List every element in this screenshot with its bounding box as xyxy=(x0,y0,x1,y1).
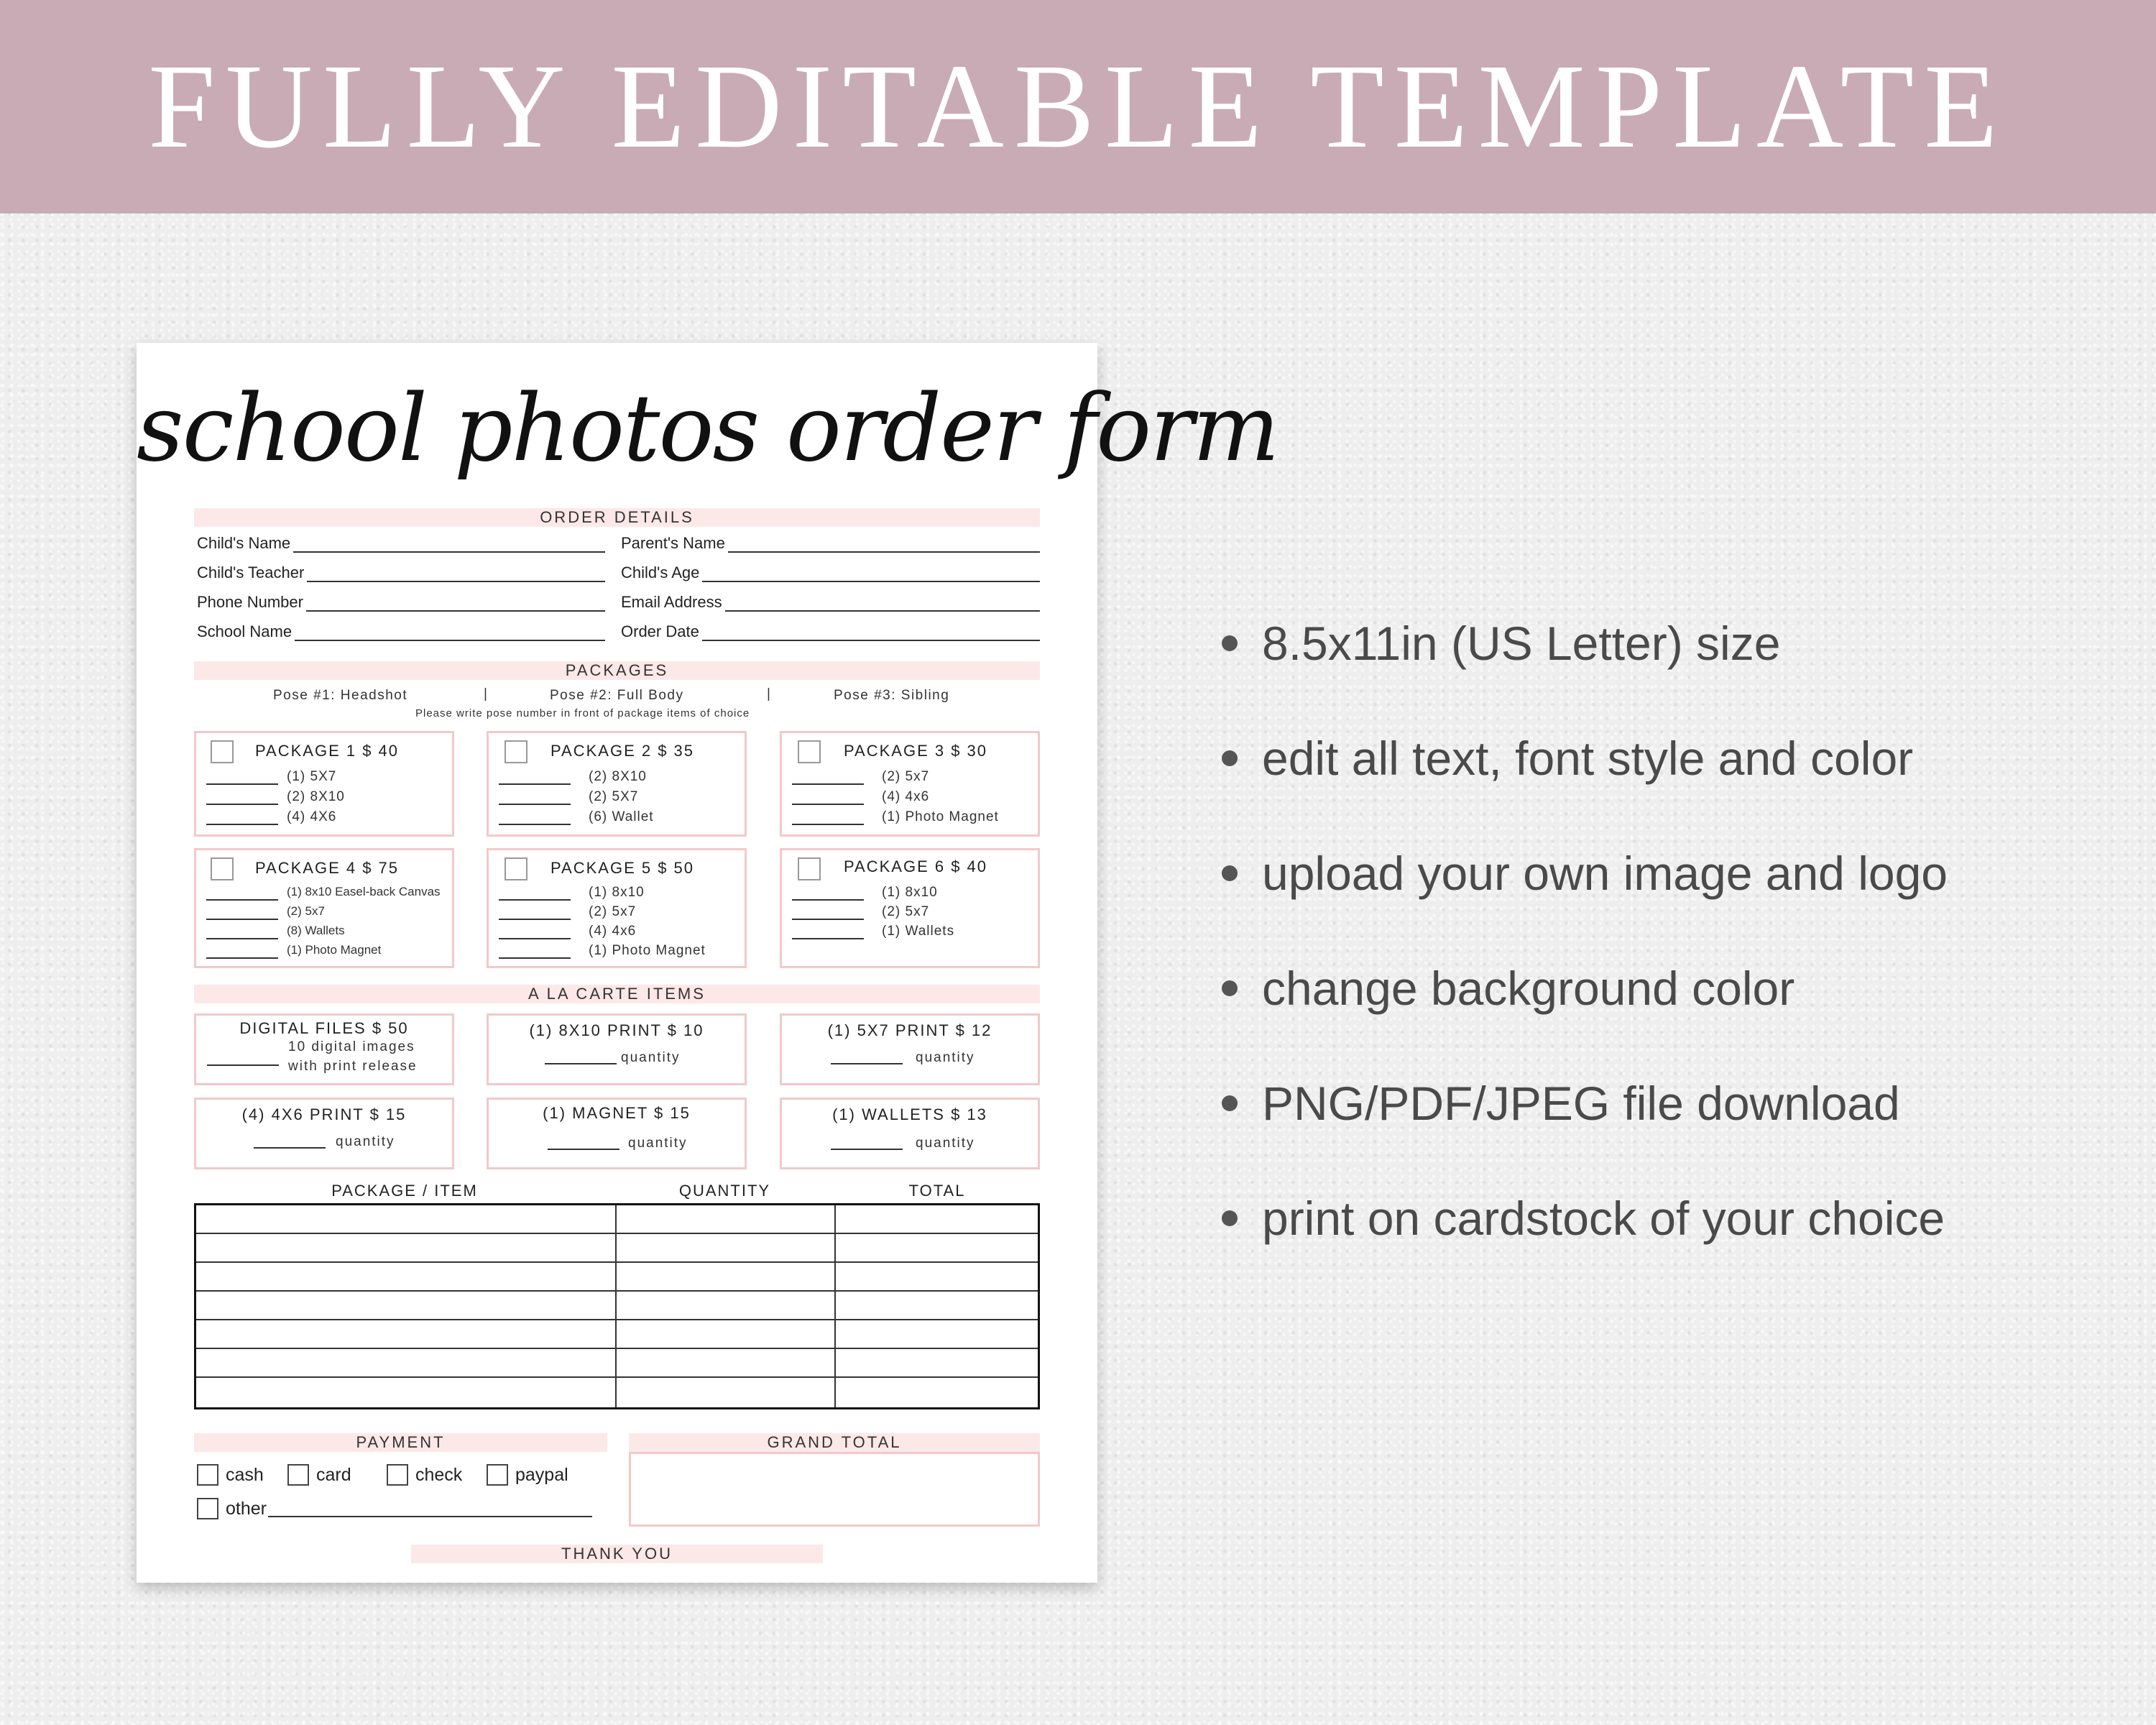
payment-label: card xyxy=(316,1464,351,1485)
pose-blank xyxy=(792,804,864,805)
feature-item xyxy=(1222,1078,1900,1128)
banner-title: FULLY EDITABLE TEMPLATE xyxy=(148,40,2008,173)
table-divider xyxy=(615,1205,617,1407)
feature-item xyxy=(1222,963,1795,1013)
package-line-text: (1) 8x10 xyxy=(589,885,645,900)
order-date-field[interactable] xyxy=(621,620,1040,641)
quantity-label: quantity xyxy=(628,1136,688,1151)
package-title: PACKAGE 1 $ 40 xyxy=(255,742,400,760)
payment-label: check xyxy=(415,1464,463,1485)
pose-blank xyxy=(206,919,278,920)
thank-you-footer: THANK YOU xyxy=(411,1545,823,1563)
bullet-icon xyxy=(1222,1210,1238,1226)
table-row[interactable] xyxy=(196,1234,1038,1263)
feature-item xyxy=(1222,618,1780,668)
a-la-carte-title: (4) 4X6 PRINT $ 15 xyxy=(241,1105,407,1123)
pose-blank xyxy=(206,899,278,901)
package-5-box xyxy=(487,848,747,968)
package-line-text: (1) Photo Magnet xyxy=(287,943,382,957)
field-label: Email Address xyxy=(621,593,722,611)
pose-blank xyxy=(206,938,278,939)
field-line xyxy=(307,568,605,582)
package-line-text: (2) 8X10 xyxy=(287,789,345,804)
field-line xyxy=(728,538,1040,553)
package-title: PACKAGE 2 $ 35 xyxy=(550,742,695,760)
a-la-carte-subtext: 10 digital images xyxy=(288,1039,415,1054)
package-line[interactable] xyxy=(206,768,443,788)
wallets-box xyxy=(780,1098,1040,1169)
package-line[interactable] xyxy=(499,942,736,962)
bullet-icon xyxy=(1222,980,1238,996)
table-row[interactable] xyxy=(196,1205,1038,1234)
order-details-header: ORDER DETAILS xyxy=(194,508,1040,527)
pose-separator: | xyxy=(484,686,489,702)
package-line[interactable] xyxy=(206,903,443,923)
package-line[interactable] xyxy=(792,768,1029,788)
package-line-text: (2) 8X10 xyxy=(589,769,647,784)
pose-blank xyxy=(499,957,571,959)
package-3-box xyxy=(780,731,1040,837)
table-row[interactable] xyxy=(196,1349,1038,1378)
package-line-text: (6) Wallet xyxy=(589,809,654,824)
pose-blank xyxy=(499,783,571,785)
package-4-checkbox[interactable] xyxy=(211,857,234,880)
pose-blank xyxy=(499,899,571,901)
quantity-label: quantity xyxy=(916,1136,975,1151)
payment-option-check[interactable] xyxy=(387,1464,462,1486)
field-line xyxy=(702,568,1040,582)
quantity-label: quantity xyxy=(916,1050,975,1065)
package-line[interactable] xyxy=(499,903,736,923)
package-title: PACKAGE 4 $ 75 xyxy=(255,859,400,877)
other-payment-line[interactable] xyxy=(268,1500,592,1517)
pose-2-label: Pose #2: Full Body xyxy=(550,688,684,703)
feature-item xyxy=(1222,733,1913,783)
table-row[interactable] xyxy=(196,1292,1038,1320)
pose-blank xyxy=(499,804,571,805)
package-line-text: (4) 4x6 xyxy=(882,789,930,804)
package-4-box xyxy=(194,848,454,968)
package-line-text: (2) 5x7 xyxy=(882,769,930,784)
quantity-blank[interactable] xyxy=(254,1147,326,1149)
a-la-carte-title: (1) 5X7 PRINT $ 12 xyxy=(827,1021,992,1039)
package-line-text: (1) 8x10 Easel-back Canvas xyxy=(287,885,441,898)
package-line-text: (2) 5X7 xyxy=(589,789,639,804)
quantity-blank[interactable] xyxy=(831,1149,903,1150)
order-table xyxy=(194,1203,1040,1409)
form-title: school photos order form xyxy=(137,375,1279,482)
a-la-carte-title: (1) WALLETS $ 13 xyxy=(832,1105,987,1123)
package-line-text: (1) 8x10 xyxy=(882,885,938,900)
package-line[interactable] xyxy=(792,922,1029,942)
order-form-sheet xyxy=(137,343,1279,1583)
school-name-field[interactable] xyxy=(197,620,605,641)
package-line[interactable] xyxy=(499,808,736,828)
pose-blank xyxy=(792,919,864,920)
childs-age-field[interactable] xyxy=(621,561,1040,582)
bullet-icon xyxy=(1222,635,1238,651)
package-line-text: (8) Wallets xyxy=(287,924,345,937)
digital-files-box xyxy=(194,1013,454,1085)
package-5-checkbox[interactable] xyxy=(505,857,528,880)
a-la-carte-header: A LA CARTE ITEMS xyxy=(194,985,1040,1003)
print-5x7-box xyxy=(780,1013,1040,1085)
package-line-text: (1) Wallets xyxy=(882,924,955,939)
a-la-carte-title: (1) 8X10 PRINT $ 10 xyxy=(529,1021,704,1039)
package-line[interactable] xyxy=(792,808,1029,828)
package-6-checkbox[interactable] xyxy=(798,857,821,880)
top-banner xyxy=(0,0,2156,213)
payment-checkbox[interactable] xyxy=(287,1464,309,1486)
feature-text: edit all text, font style and color xyxy=(1262,732,1914,785)
field-label: School Name xyxy=(197,622,292,640)
bullet-icon xyxy=(1222,750,1238,766)
print-8x10-box xyxy=(487,1013,747,1085)
pose-3-label: Pose #3: Sibling xyxy=(834,688,950,703)
quantity-blank[interactable] xyxy=(545,1063,617,1064)
package-title: PACKAGE 5 $ 50 xyxy=(550,859,695,877)
field-label: Child's Name xyxy=(197,534,291,552)
payment-option-paypal[interactable] xyxy=(487,1464,568,1486)
column-header-total: TOTAL xyxy=(908,1182,966,1200)
package-line[interactable] xyxy=(206,922,443,942)
feature-text: PNG/PDF/JPEG file download xyxy=(1262,1077,1900,1130)
package-line-text: (2) 5x7 xyxy=(589,904,637,919)
quantity-label: quantity xyxy=(336,1134,395,1149)
package-line-text: (1) Photo Magnet xyxy=(589,943,706,958)
column-header-package-item: PACKAGE / ITEM xyxy=(331,1182,478,1200)
field-line xyxy=(295,627,605,641)
phone-number-field[interactable] xyxy=(197,590,605,612)
a-la-carte-subtext: with print release xyxy=(288,1059,418,1074)
pose-separator: | xyxy=(767,686,772,702)
package-line[interactable] xyxy=(499,883,736,903)
magnet-box xyxy=(487,1098,747,1169)
field-line xyxy=(306,597,605,612)
payment-checkbox[interactable] xyxy=(487,1464,508,1486)
email-address-field[interactable] xyxy=(621,590,1040,612)
pose-blank xyxy=(499,938,571,939)
package-line[interactable] xyxy=(499,922,736,942)
feature-text: 8.5x11in (US Letter) size xyxy=(1262,617,1781,670)
pose-blank xyxy=(792,938,864,939)
package-6-box xyxy=(780,848,1040,968)
payment-label: paypal xyxy=(515,1464,568,1485)
bullet-icon xyxy=(1222,1095,1238,1111)
payment-checkbox[interactable] xyxy=(387,1464,408,1486)
pose-blank xyxy=(792,899,864,901)
payment-header: PAYMENT xyxy=(194,1433,607,1452)
print-4x6-box xyxy=(194,1098,454,1169)
table-row[interactable] xyxy=(196,1320,1038,1349)
feature-item xyxy=(1222,1193,1945,1243)
payment-option-cash[interactable] xyxy=(197,1464,264,1486)
package-line[interactable] xyxy=(792,788,1029,808)
package-1-box xyxy=(194,731,454,837)
grand-total-box[interactable] xyxy=(629,1452,1040,1527)
package-line[interactable] xyxy=(792,903,1029,923)
field-line xyxy=(293,538,605,553)
pose-blank xyxy=(792,824,864,825)
quantity-blank[interactable] xyxy=(207,1064,279,1066)
bullet-icon xyxy=(1222,865,1238,881)
pose-blank xyxy=(206,783,278,785)
pose-blank xyxy=(792,783,864,785)
package-line[interactable] xyxy=(206,788,443,808)
pose-blank xyxy=(206,824,278,825)
field-line xyxy=(702,627,1040,641)
package-2-box xyxy=(487,731,747,837)
pose-blank xyxy=(499,824,571,825)
field-label: Parent's Name xyxy=(621,534,725,552)
payment-label: other xyxy=(226,1498,267,1519)
package-3-checkbox[interactable] xyxy=(798,740,821,763)
package-line[interactable] xyxy=(792,883,1029,903)
table-row[interactable] xyxy=(196,1263,1038,1292)
package-2-checkbox[interactable] xyxy=(505,740,528,763)
pose-1-label: Pose #1: Headshot xyxy=(273,688,408,703)
payment-option-other[interactable] xyxy=(197,1498,592,1519)
grand-total-header: GRAND TOTAL xyxy=(629,1433,1040,1452)
package-line[interactable] xyxy=(206,808,443,828)
childs-name-field[interactable] xyxy=(197,531,605,553)
package-line-text: (2) 5x7 xyxy=(287,904,325,918)
package-1-checkbox[interactable] xyxy=(211,740,234,763)
feature-item xyxy=(1222,848,1948,898)
field-line xyxy=(725,597,1040,612)
payment-checkbox[interactable] xyxy=(197,1498,218,1519)
package-line-text: (1) 5X7 xyxy=(287,769,337,784)
pose-blank xyxy=(206,957,278,959)
packages-header: PACKAGES xyxy=(194,661,1040,680)
table-divider xyxy=(834,1205,836,1407)
payment-label: cash xyxy=(226,1464,264,1485)
feature-text: change background color xyxy=(1262,962,1795,1015)
package-line[interactable] xyxy=(206,883,443,903)
pose-blank xyxy=(206,804,278,805)
quantity-blank[interactable] xyxy=(548,1149,619,1150)
pose-note: Please write pose number in front of package items of choice xyxy=(415,707,750,719)
a-la-carte-title: DIGITAL FILES $ 50 xyxy=(239,1019,409,1037)
payment-option-card[interactable] xyxy=(287,1464,351,1486)
childs-teacher-field[interactable] xyxy=(197,561,605,582)
package-title: PACKAGE 3 $ 30 xyxy=(844,742,988,760)
package-line-text: (1) Photo Magnet xyxy=(882,809,999,824)
package-line-text: (4) 4X6 xyxy=(287,809,337,824)
package-line[interactable] xyxy=(499,768,736,788)
package-title: PACKAGE 6 $ 40 xyxy=(844,857,988,875)
quantity-blank[interactable] xyxy=(831,1063,903,1064)
package-line[interactable] xyxy=(206,942,443,962)
package-line-text: (2) 5x7 xyxy=(882,904,930,919)
field-label: Child's Teacher xyxy=(197,564,305,581)
package-line-text: (4) 4x6 xyxy=(589,924,637,939)
field-label: Phone Number xyxy=(197,593,303,611)
field-label: Child's Age xyxy=(621,564,700,581)
column-header-quantity: QUANTITY xyxy=(678,1182,771,1200)
feature-text: upload your own image and logo xyxy=(1262,847,1948,900)
pose-blank xyxy=(499,919,571,920)
feature-text: print on cardstock of your choice xyxy=(1262,1192,1945,1245)
quantity-label: quantity xyxy=(621,1050,681,1065)
parents-name-field[interactable] xyxy=(621,531,1040,553)
field-label: Order Date xyxy=(621,622,699,640)
package-line[interactable] xyxy=(499,788,736,808)
payment-checkbox[interactable] xyxy=(197,1464,218,1486)
a-la-carte-title: (1) MAGNET $ 15 xyxy=(543,1104,691,1122)
